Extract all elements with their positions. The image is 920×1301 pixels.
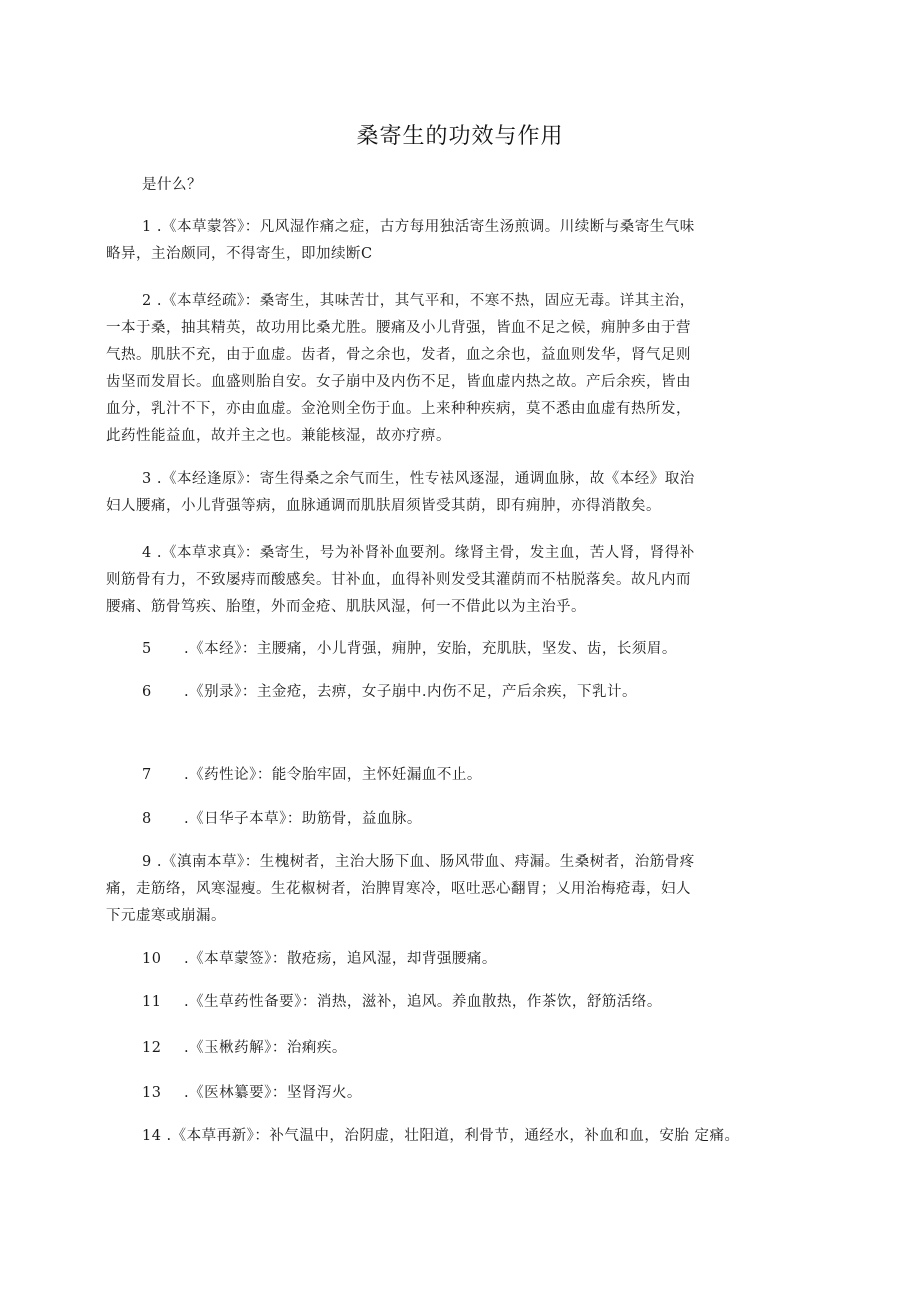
entry-number: 8 [142, 811, 152, 827]
entry-number: 7 [142, 767, 152, 783]
entry-13 [106, 1080, 806, 1107]
entry-5 [106, 636, 806, 663]
entry-4 [106, 540, 806, 621]
page-title: 桑寄生的功效与作用 [356, 124, 564, 149]
entry-14 [106, 1123, 806, 1150]
entry-6 [106, 679, 806, 706]
intro-text: 是什么？ [142, 177, 202, 193]
intro-line [106, 172, 806, 199]
entry-line: .《本草再新》：补气温中，治阴虚，壮阳道，利骨节，通经水，补血和血，安胎 定痛。 [161, 1128, 740, 1144]
entry-8 [106, 806, 806, 833]
entry-line: .《玉楸药解》：治痢疾。 [184, 1040, 347, 1056]
entry-line: 齿坚而发眉长。血盛则胎自安。女子崩中及内伤不足，皆血虚内热之故。产后余疾，皆由 [106, 374, 691, 390]
entry-line: 妇人腰痛，小儿背强等病，血脉通调而肌肤眉须皆受其荫，即有痈肿，亦得消散矣。 [106, 498, 661, 514]
entry-line: .《本草求真》：桑寄生，号为补肾补血要剂。缘肾主骨，发主血，苦人肾，肾得补 [151, 545, 695, 561]
entry-line: 此药性能益血，故并主之也。兼能核湿，故亦疗痹。 [106, 428, 451, 444]
entry-1 [106, 214, 806, 268]
entry-line: .《药性论》：能令胎牢固，主怀妊漏血不止。 [184, 767, 482, 783]
entry-number: 12 [142, 1040, 162, 1056]
entry-line: .《本草蒙签》：散疮疡，追风湿，却背强腰痛。 [184, 951, 497, 967]
entry-line: .《本草蒙答》：凡风湿作痛之症，古方每用独活寄生汤煎调。川续断与桑寄生气味 [151, 219, 695, 235]
entry-line: 下元虚寒或崩漏。 [106, 908, 226, 924]
entry-line: 痛，走筋络，风寒湿瘦。生花椒树者，治脾胃寒冷，呕吐恶心翻胃；乂用治梅疮毒，妇人 [106, 881, 691, 897]
entry-number: 5 [142, 641, 152, 657]
entry-number: 14 [142, 1128, 162, 1144]
entry-11 [106, 989, 806, 1016]
entry-line: 腰痛、筋骨笃疾、胎堕，外而金疮、肌肤风湿，何一不借此以为主治乎。 [106, 599, 586, 615]
entry-3 [106, 466, 806, 520]
entry-line: .《本草经疏》：桑寄生，其味苦廿，其气平和，不寒不热，固应无毒。详其主治， [151, 293, 695, 309]
entry-line: .《滇南本草》：生槐树者，主治大肠下血、肠风带血、痔漏。生桑树者，治筋骨疼 [151, 854, 695, 870]
entry-number: 6 [142, 684, 152, 700]
entry-10 [106, 946, 806, 973]
entry-number: 4 [142, 545, 152, 561]
entry-12 [106, 1035, 806, 1062]
entry-2 [106, 288, 806, 450]
entry-7 [106, 762, 806, 789]
entry-line: 则筋骨有力，不致屡痔而酸感矣。甘补血，血得补则发受其灌荫而不枯脱落矣。故凡内而 [106, 572, 691, 588]
entry-number: 9 [142, 854, 152, 870]
entry-9 [106, 849, 806, 930]
entry-line: .《生草药性备要》：消热，滋补，追风。养血散热，作茶饮，舒筋活络。 [184, 994, 662, 1010]
entry-line: .《医林纂要》：坚肾泻火。 [184, 1085, 362, 1101]
entry-number: 2 [142, 293, 152, 309]
entry-line: 血分，乳汁不下，亦由血虚。金沧则全伤于血。上来种种疾病，莫不悉由血虚有热所发， [106, 401, 691, 417]
entry-line: .《日华子本草》：助筋骨，益血脉。 [184, 811, 422, 827]
entry-number: 1 [142, 219, 152, 235]
entry-line: 一本于桑，抽其精英，故功用比桑尤胜。腰痛及小儿背强，皆血不足之候，痈肿多由于营 [106, 320, 691, 336]
entry-number: 11 [142, 994, 162, 1010]
entry-number: 10 [142, 951, 162, 967]
entry-line: .《本经》：主腰痛，小儿背强，痈肿，安胎，充肌肤，坚发、齿，长须眉。 [184, 641, 677, 657]
entry-line: .《本经逢原》：寄生得桑之余气而生，性专袪风逐湿，通调血脉，故《本经》取治 [151, 471, 695, 487]
entry-line: 气热。肌肤不充，由于血虚。齿者，骨之余也，发者，血之余也，益血则发华，肾气足则 [106, 347, 691, 363]
entry-line: 略异，主治颇同，不得寄生，即加续断C [106, 246, 373, 262]
entry-number: 3 [142, 471, 152, 487]
entry-line: .《别录》：主金疮，去痹，女子崩中.内伤不足，产后余疾，下乳计。 [184, 684, 637, 700]
entry-number: 13 [142, 1085, 162, 1101]
